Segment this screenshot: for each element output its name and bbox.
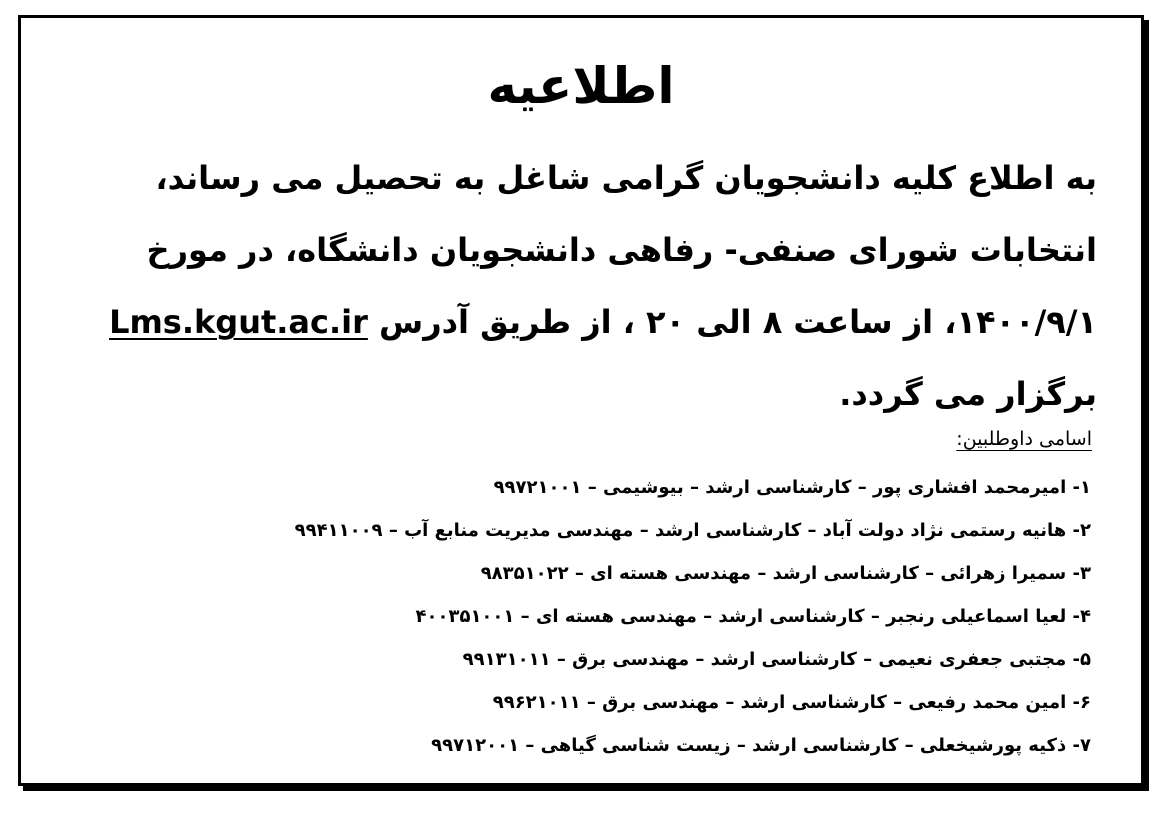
candidate-item-7: ۷- ذکیه پورشیخعلی – کارشناسی ارشد – زیست شناسی گیاهی – ۹۹۷۱۲۰۰۱: [431, 735, 1091, 756]
candidate-item-3: ۳- سمیرا زهرائی – کارشناسی ارشد – مهندسی هسته ای – ۹۸۳۵۱۰۲۲: [480, 563, 1091, 584]
announcement-body: [75, 142, 1097, 430]
body-line-4: برگزار می گردد.: [839, 375, 1097, 413]
body-line-3-text: ۱۴۰۰/۹/۱، از ساعت ۸ الی ۲۰ ، از طریق آدرس: [379, 303, 1097, 341]
lms-link[interactable]: Lms.kgut.ac.ir: [109, 303, 368, 341]
body-line-1: به اطلاع کلیه دانشجویان گرامی شاغل به تحصیل می رساند،: [155, 159, 1097, 197]
announcement-frame: [18, 15, 1144, 786]
announcement-title: اطلاعیه: [487, 57, 675, 115]
candidates-list: [281, 466, 1091, 767]
candidate-item-2: ۲- هانیه رستمی نژاد دولت آباد – کارشناسی ارشد – مهندسی مدیریت منابع آب – ۹۹۴۱۱۰۰۹: [294, 520, 1091, 541]
body-line-3: [75, 286, 1097, 358]
candidate-item-5: ۵- مجتبی جعفری نعیمی – کارشناسی ارشد – مهندسی برق – ۹۹۱۳۱۰۱۱: [462, 649, 1091, 670]
candidates-heading: اسامی داوطلبین:: [956, 428, 1092, 450]
candidate-item-1: ۱- امیرمحمد افشاری پور – کارشناسی ارشد – بیوشیمی – ۹۹۷۲۱۰۰۱: [493, 477, 1091, 498]
candidate-item-4: ۴- لعیا اسماعیلی رنجبر – کارشناسی ارشد – مهندسی هسته ای – ۴۰۰۳۵۱۰۰۱: [415, 606, 1091, 627]
candidate-item-6: ۶- امین محمد رفیعی – کارشناسی ارشد – مهندسی برق – ۹۹۶۲۱۰۱۱: [492, 692, 1091, 713]
body-line-2: انتخابات شورای صنفی- رفاهی دانشجویان دانشگاه، در مورخ: [146, 231, 1097, 269]
